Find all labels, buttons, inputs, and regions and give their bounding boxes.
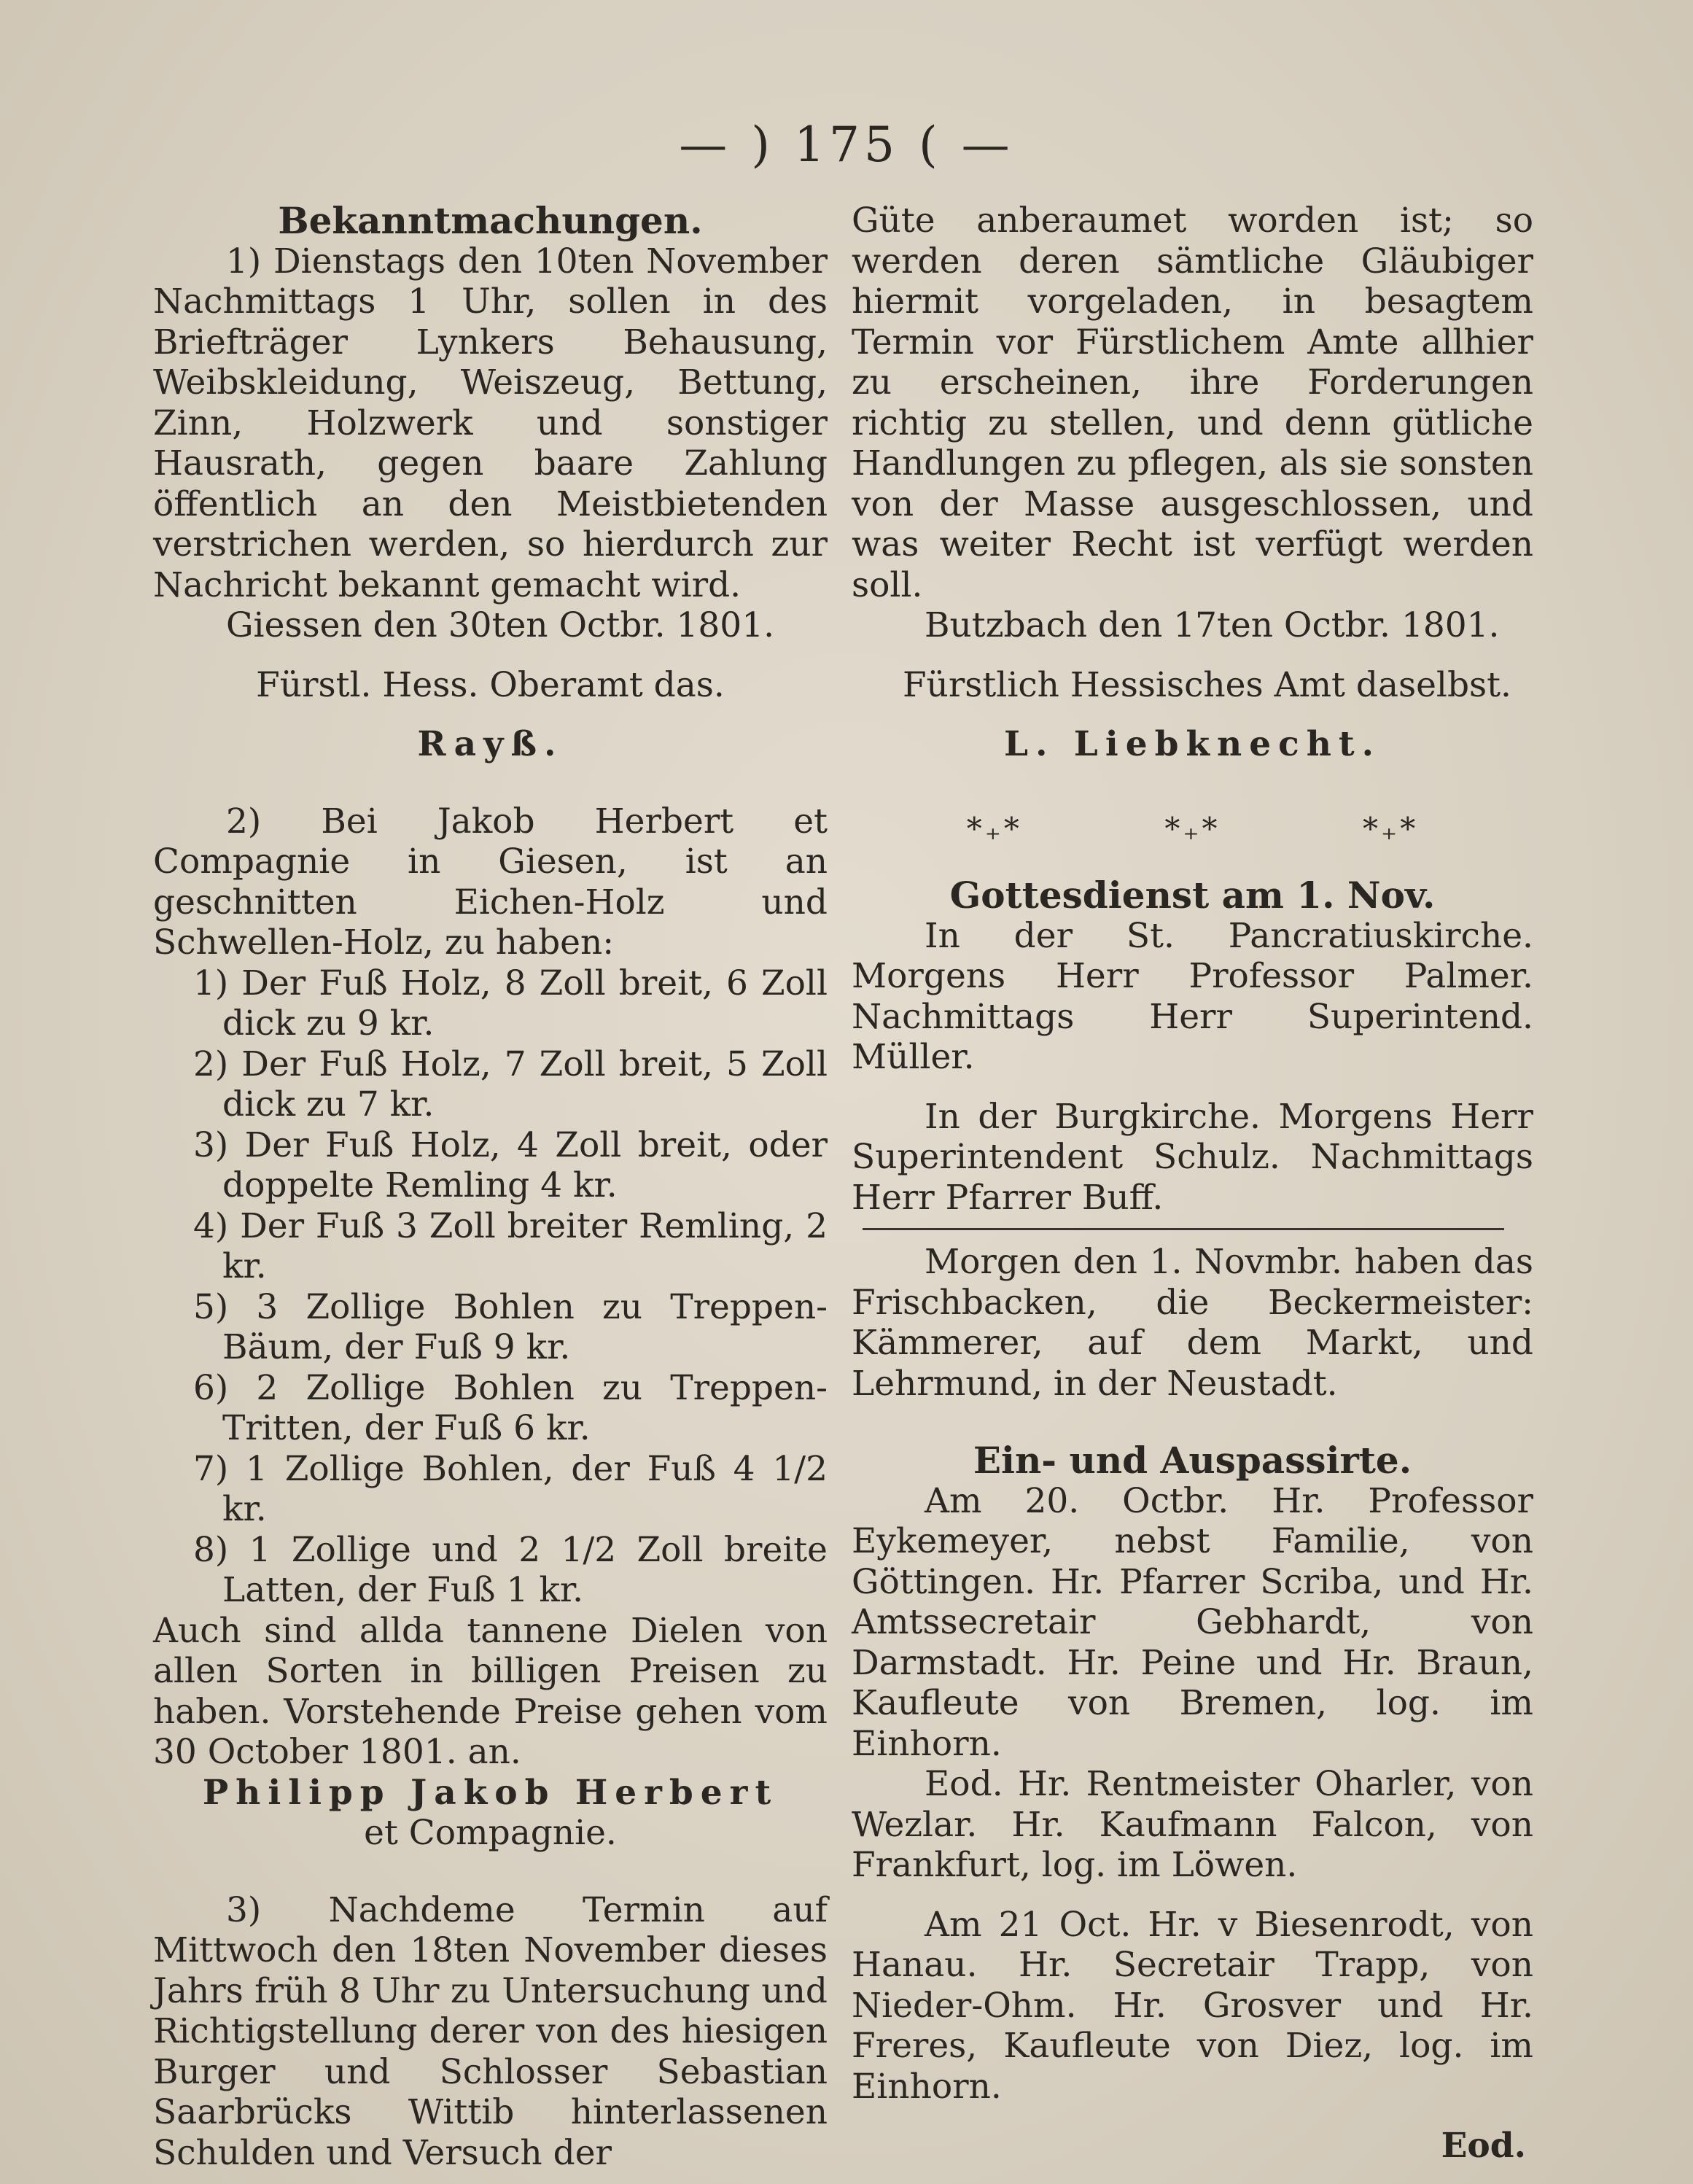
right-column [852, 201, 1533, 2166]
notice-1-text: 1) Dienstags den 10ten November Nachmittags 1 Uhr, sollen in des Briefträger Lynkers Behausung, Weibskleidung, Weiszeug, Bettung, Zinn, Holzwerk und sonstiger Hausrath, gegen baare Zahlung öffentlich an den Meistbietenden verstrichen werden, so hierdurch zur Nachricht bekannt gemacht wird. [153, 241, 828, 605]
section-rule [863, 1228, 1504, 1230]
asterism-ornament-1: *₊* [966, 810, 1022, 847]
price-item-8: 8) 1 Zollige und 2 1/2 Zoll breite Latten, der Fuß 1 kr. [193, 1529, 828, 1610]
travellers-eod: Eod. Hr. Rentmeister Oharler, von Wezlar. Hr. Kaufmann Falcon, von Frankfurt, log. im Löwen. [852, 1764, 1533, 1885]
price-item-3: 3) Der Fuß Holz, 4 Zoll breit, oder doppelte Remling 4 kr. [193, 1124, 828, 1205]
notice-2-tail: Auch sind allda tannene Dielen von allen Sorten in billigen Preisen zu haben. Vorstehende Preise gehen vom 30 October 1801. an. [153, 1610, 828, 1772]
travellers-20-oct: Am 20. Octbr. Hr. Professor Eykemeyer, nebst Familie, von Göttingen. Hr. Pfarrer Scriba, und Hr. Amtssecretair Gebhardt, von Darmstadt. Hr. Peine und Hr. Braun, Kaufleute von Bremen, log. im Einhorn. [852, 1480, 1533, 1764]
asterism-ornament-2: *₊* [1164, 810, 1221, 847]
travellers-21-oct: Am 21 Oct. Hr. v Biesenrodt, von Hanau. Hr. Secretair Trapp, von Nieder-Ohm. Hr. Grosver und Hr. Freres, Kaufleute von Diez, log. im Einhorn. [852, 1904, 1533, 2107]
price-item-5: 5) 3 Zollige Bohlen zu Treppen-Bäum, der Fuß 9 kr. [193, 1286, 828, 1367]
bakers-notice: Morgen den 1. Novmbr. haben das Frischbacken, die Beckermeister: Kämmerer, auf dem Markt, und Lehrmund, in der Neustadt. [852, 1242, 1533, 1404]
ornament-divider [852, 801, 1533, 857]
price-item-2: 2) Der Fuß Holz, 7 Zoll breit, 5 Zoll dick zu 7 kr. [193, 1044, 828, 1124]
notice-3-text: 3) Nachdeme Termin auf Mittwoch den 18ten November dieses Jahrs früh 8 Uhr zu Untersuchung und Richtigstellung derer von des hiesigen Burger und Schlosser Sebastian Saarbrücks Wittib hinterlassenen Schulden und Versuch der [153, 1889, 828, 2173]
notice-3-office: Fürstlich Hessisches Amt daselbst. [902, 664, 1511, 705]
notice-2-signature-line-1: Philipp Jakob Herbert [202, 1772, 779, 1813]
notice-1-office: Fürstl. Hess. Oberamt das. [256, 664, 725, 705]
worship-heading: Gottesdienst am 1. Nov. [949, 874, 1436, 917]
worship-pancratius: In der St. Pancratiuskirche. Morgens Herr Professor Palmer. Nachmittags Herr Superintend. Müller. [852, 915, 1533, 1077]
notice-3-continuation: Güte anberaumet worden ist; so werden deren sämtliche Gläubiger hiermit vorgeladen, in besagtem Termin vor Fürstlichem Amte allhier zu erscheinen, ihre Forderungen richtig zu stellen, und denn gütliche Handlungen zu pflegen, als sie sonsten von der Masse ausgeschlossen, und was weiter Recht ist verfügt werden soll. [852, 201, 1533, 605]
announcements-heading: Bekanntmachungen. [278, 199, 703, 242]
notice-1-signature: Rayß. [417, 724, 564, 764]
notice-1-date: Giessen den 30ten Octbr. 1801. [226, 605, 775, 645]
worship-burgkirche: In der Burgkirche. Morgens Herr Superintendent Schulz. Nachmittags Herr Pfarrer Buff. [852, 1096, 1533, 1218]
left-column [153, 201, 828, 2173]
notice-3-date: Butzbach den 17ten Octbr. 1801. [925, 605, 1500, 645]
page-number: — ) 175 ( — [679, 117, 1014, 173]
price-item-6: 6) 2 Zollige Bohlen zu Treppen-Tritten, der Fuß 6 kr. [193, 1367, 828, 1448]
price-item-4: 4) Der Fuß 3 Zoll breiter Remling, 2 kr. [193, 1205, 828, 1286]
notice-3-signature: L. Liebknecht. [1004, 724, 1381, 764]
asterism-ornament-3: *₊* [1363, 810, 1419, 847]
notice-2-signature-line-2: et Compagnie. [364, 1813, 617, 1853]
notice-2-intro: 2) Bei Jakob Herbert et Compagnie in Giesen, ist an geschnitten Eichen-Holz und Schwellen-Holz, zu haben: [153, 801, 828, 963]
travellers-heading: Ein- und Auspassirte. [973, 1439, 1412, 1482]
catchword: Eod. [1441, 2126, 1526, 2166]
price-item-1: 1) Der Fuß Holz, 8 Zoll breit, 6 Zoll dick zu 9 kr. [193, 963, 828, 1044]
price-item-7: 7) 1 Zollige Bohlen, der Fuß 4 1/2 kr. [193, 1448, 828, 1529]
